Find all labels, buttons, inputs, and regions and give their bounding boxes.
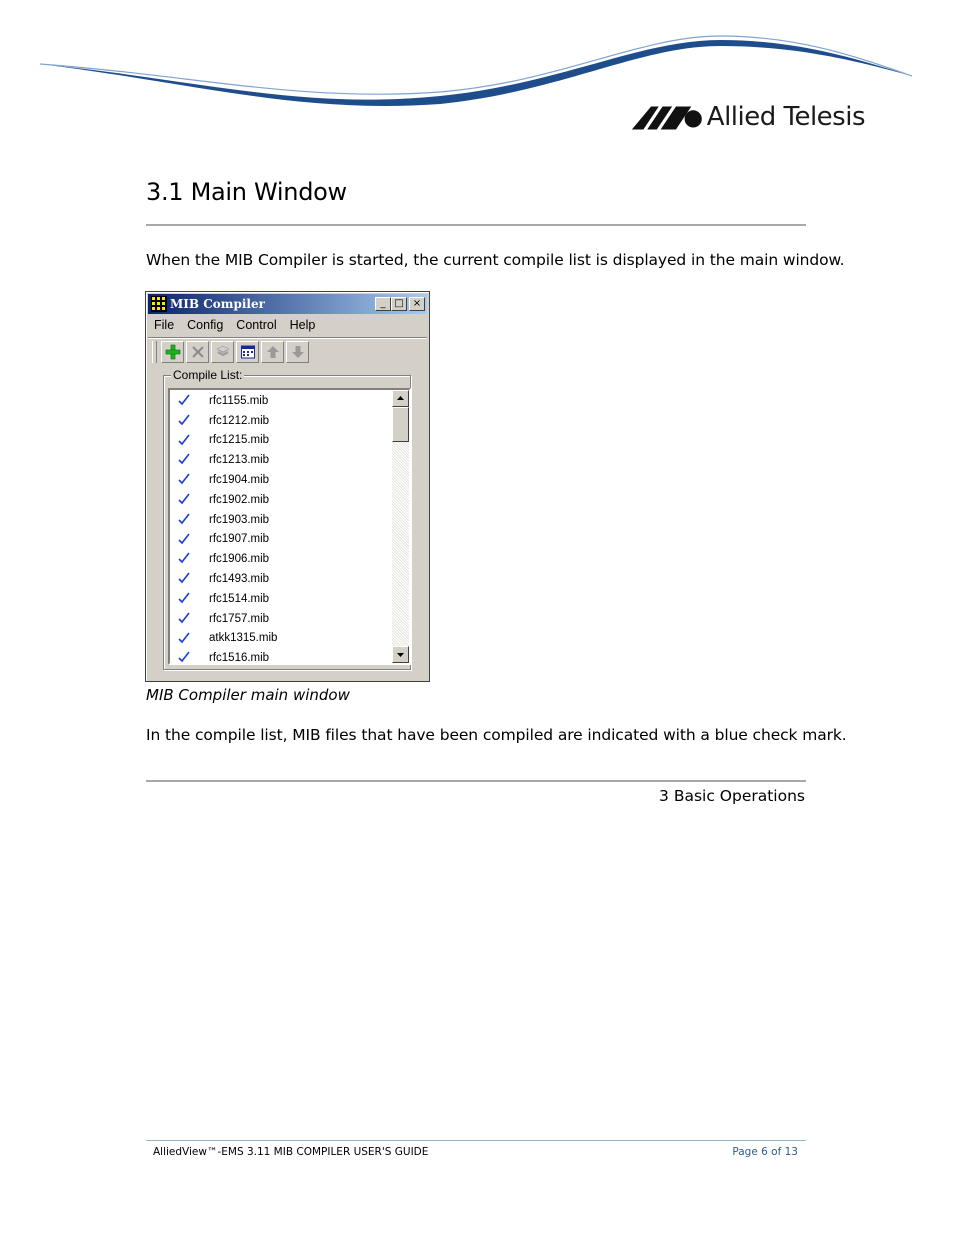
check-mark-icon — [177, 551, 191, 565]
list-item-filename: rfc1212.mib — [209, 414, 270, 427]
scroll-up-button[interactable] — [392, 390, 409, 407]
list-item-filename: rfc1757.mib — [209, 612, 270, 625]
calendar-icon — [240, 344, 256, 360]
section-end-divider — [146, 780, 806, 782]
list-item-filename: rfc1215.mib — [209, 434, 270, 447]
menu-file[interactable]: File — [154, 318, 175, 332]
minimize-button[interactable]: _ — [375, 297, 391, 311]
list-item[interactable] — [170, 589, 392, 609]
list-item[interactable] — [170, 629, 392, 649]
footer-page-number: Page 6 of 13 — [732, 1146, 798, 1158]
list-item[interactable] — [170, 569, 392, 589]
compile-button[interactable] — [211, 341, 234, 363]
menu-bar — [154, 318, 328, 332]
list-item-filename: rfc1155.mib — [209, 394, 269, 407]
check-mark-icon — [177, 611, 191, 625]
list-item[interactable] — [170, 450, 392, 470]
list-item[interactable] — [170, 549, 392, 569]
list-item[interactable] — [170, 470, 392, 490]
figure-caption: MIB Compiler main window — [146, 686, 350, 704]
move-down-button[interactable] — [286, 341, 309, 363]
list-item-filename: rfc1904.mib — [209, 474, 270, 487]
company-logo — [630, 100, 865, 134]
list-item-filename: atkk1315.mib — [209, 632, 278, 645]
toolbar — [152, 341, 311, 365]
logo-text: Allied Telesis — [706, 102, 865, 132]
list-item[interactable] — [170, 510, 392, 530]
list-item-filename: rfc1493.mib — [209, 573, 270, 586]
delete-icon — [190, 344, 206, 360]
list-item-filename: rfc1514.mib — [209, 592, 270, 605]
intro-paragraph: When the MIB Compiler is started, the current compile list is displayed in the main window. — [146, 251, 845, 269]
list-item-filename: rfc1516.mib — [209, 652, 270, 665]
list-item[interactable] — [170, 530, 392, 550]
toolbar-grip[interactable] — [152, 341, 157, 363]
list-item-filename: rfc1213.mib — [209, 454, 270, 467]
footer-guide-title: AlliedView™-EMS 3.11 MIB COMPILER USER'S GUIDE — [153, 1146, 429, 1158]
check-mark-icon — [177, 532, 191, 546]
mib-compiler-window — [145, 291, 430, 682]
list-item[interactable] — [170, 431, 392, 451]
check-mark-icon — [177, 393, 191, 407]
delete-button[interactable] — [186, 341, 209, 363]
check-mark-icon — [177, 433, 191, 447]
list-item-filename: rfc1903.mib — [209, 513, 270, 526]
window-titlebar[interactable] — [148, 294, 427, 314]
chapter-reference: 3 Basic Operations — [659, 787, 805, 805]
compile-list — [170, 391, 392, 665]
list-item[interactable] — [170, 648, 392, 665]
list-item-filename: rfc1906.mib — [209, 553, 270, 566]
check-mark-icon — [177, 631, 191, 645]
arrow-up-icon — [393, 391, 408, 406]
compile-icon — [215, 344, 231, 360]
compile-listbox[interactable] — [168, 388, 411, 665]
header-swoosh — [0, 0, 954, 115]
check-mark-icon — [177, 591, 191, 605]
check-mark-icon — [177, 413, 191, 427]
mib-compiler-app-icon — [151, 296, 167, 312]
check-mark-icon — [177, 492, 191, 506]
note-paragraph: In the compile list, MIB files that have been compiled are indicated with a blue check mark. — [146, 726, 847, 744]
scroll-thumb[interactable] — [392, 407, 409, 442]
footer-divider — [146, 1140, 806, 1141]
section-title: 3.1 Main Window — [146, 178, 347, 206]
add-icon — [165, 344, 181, 360]
list-item[interactable] — [170, 609, 392, 629]
list-item[interactable] — [170, 391, 392, 411]
list-item[interactable] — [170, 411, 392, 431]
maximize-button[interactable]: □ — [391, 297, 407, 311]
menu-config[interactable]: Config — [187, 318, 224, 332]
window-title: MIB Compiler — [170, 297, 265, 311]
list-item[interactable] — [170, 490, 392, 510]
list-item-filename: rfc1907.mib — [209, 533, 270, 546]
menu-control[interactable]: Control — [236, 318, 277, 332]
close-button[interactable]: × — [409, 297, 425, 311]
move-up-button[interactable] — [261, 341, 284, 363]
title-divider — [146, 224, 806, 226]
check-mark-icon — [177, 571, 191, 585]
check-mark-icon — [177, 650, 191, 664]
list-item-filename: rfc1902.mib — [209, 493, 270, 506]
compile-list-label: Compile List: — [173, 368, 243, 382]
menu-help[interactable]: Help — [289, 318, 316, 332]
move-down-icon — [290, 344, 306, 360]
vertical-scrollbar[interactable] — [392, 390, 409, 663]
add-button[interactable] — [161, 341, 184, 363]
check-mark-icon — [177, 512, 191, 526]
allied-telesis-mark-icon — [630, 102, 703, 132]
scroll-down-button[interactable] — [392, 646, 409, 663]
check-mark-icon — [177, 452, 191, 466]
check-mark-icon — [177, 472, 191, 486]
move-up-icon — [265, 344, 281, 360]
arrow-down-icon — [393, 647, 408, 662]
schedule-button[interactable] — [236, 341, 259, 363]
toolbar-separator — [148, 337, 427, 339]
